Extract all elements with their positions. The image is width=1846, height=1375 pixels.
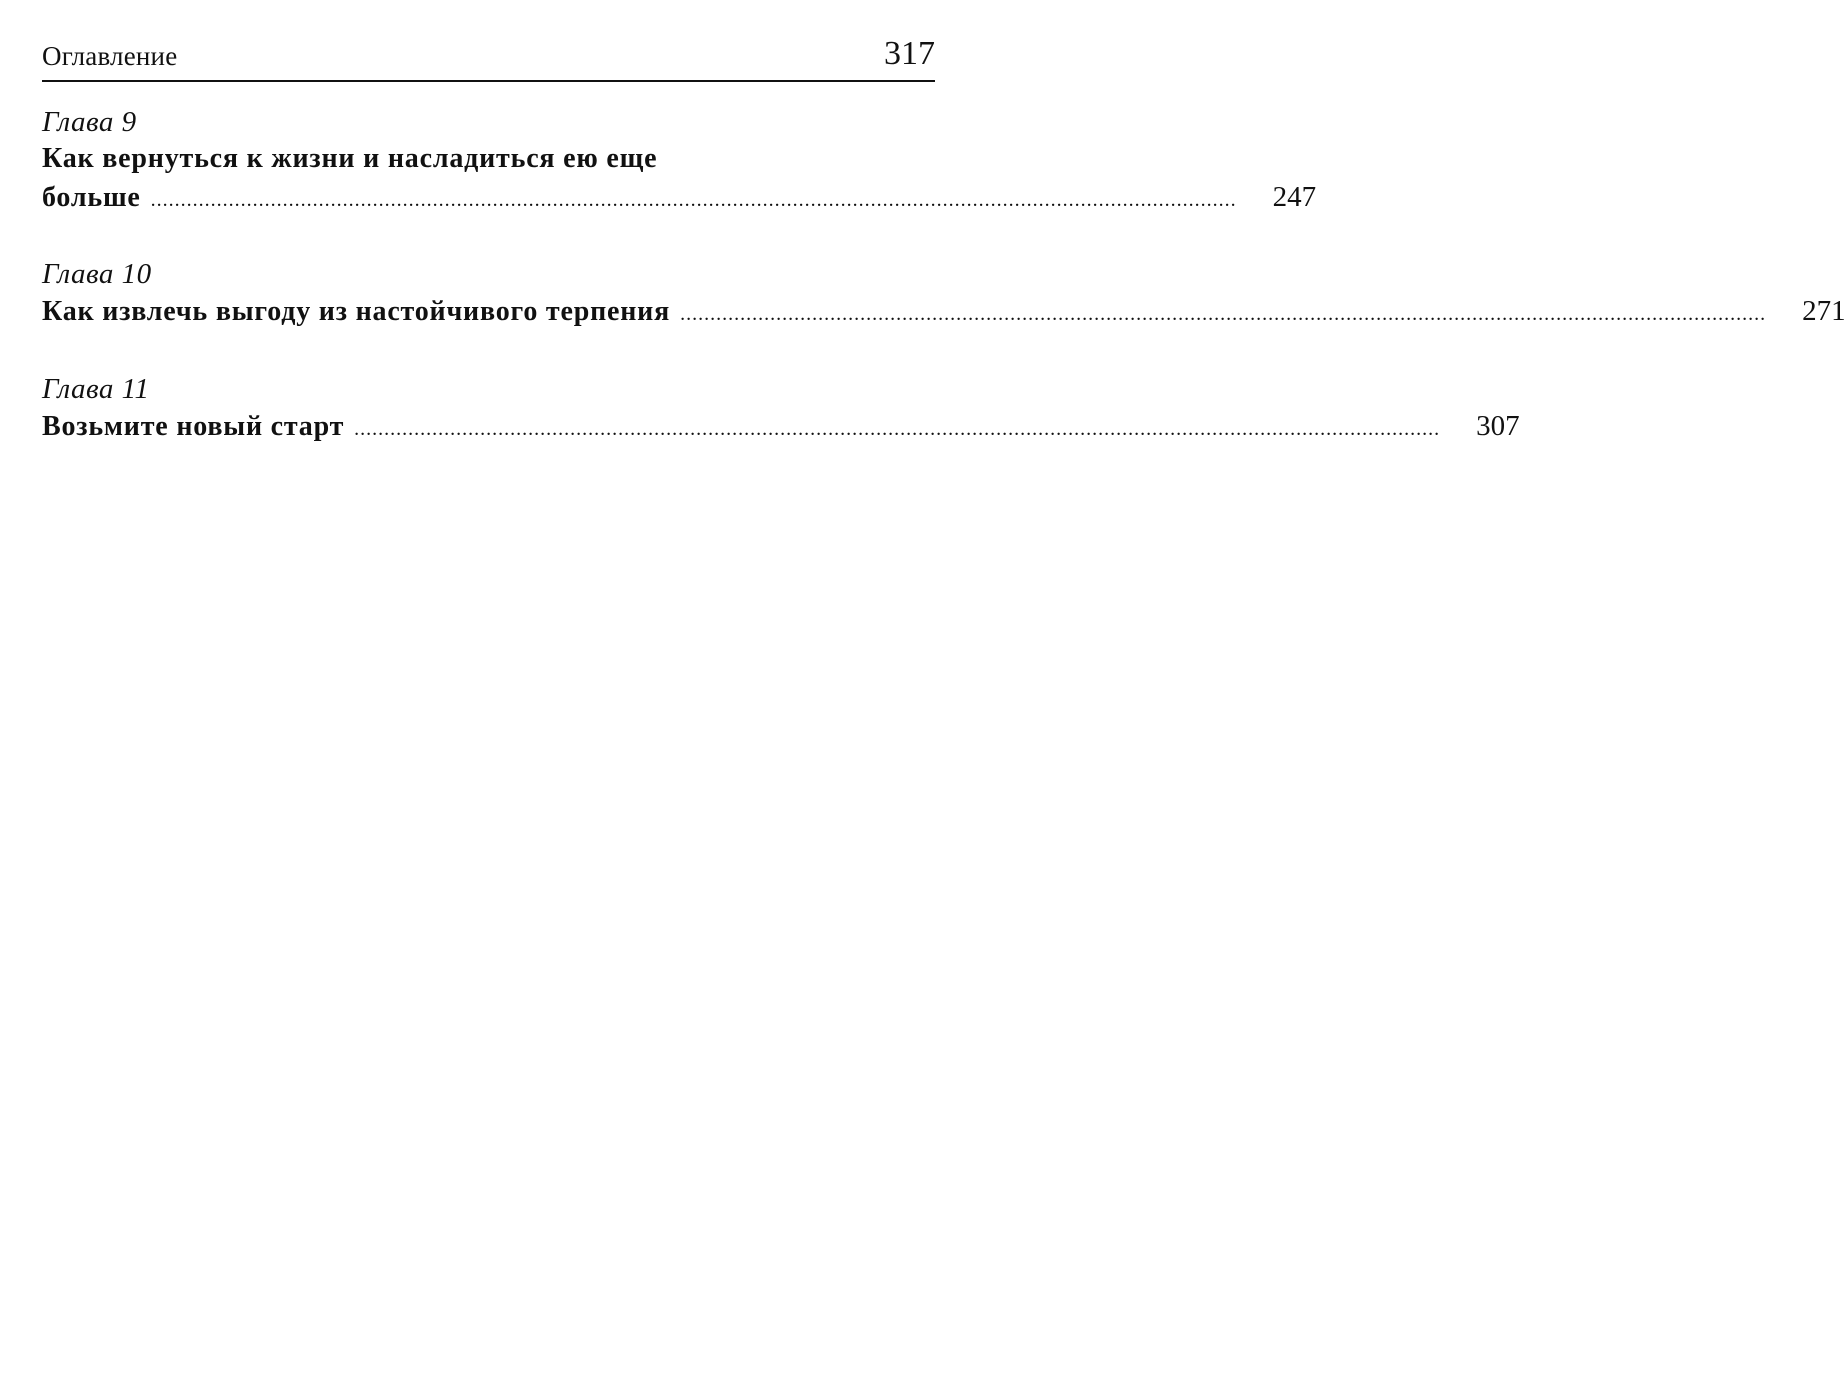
chapter-title-line: больше <box>42 182 141 213</box>
running-header <box>42 35 935 82</box>
dot-leader: ..................................................................................................................................................................................... <box>150 189 1237 211</box>
toc-entry-chapter-10 <box>42 256 1846 333</box>
toc-line <box>42 407 1520 448</box>
chapter-title-line: Возьмите новый старт <box>42 411 345 442</box>
toc-line <box>42 292 1846 333</box>
chapter-title-line: Как извлечь выгоду из настойчивого терпения <box>42 296 671 327</box>
section-title: Оглавление <box>42 41 178 71</box>
chapter-title-line: Как вернуться к жизни и насладиться ею еще <box>42 143 658 174</box>
toc-entry-chapter-9 <box>42 104 1317 219</box>
chapter-label: Глава 9 <box>42 106 137 138</box>
chapter-label: Глава 10 <box>42 258 152 290</box>
toc-page-number: 247 <box>1272 181 1317 213</box>
dot-leader: ..................................................................................................................................................................................... <box>680 303 1767 325</box>
dot-leader: ..................................................................................................................................................................................... <box>354 418 1441 440</box>
toc-entry-chapter-11 <box>42 371 1520 448</box>
page-number: 317 <box>884 35 935 72</box>
chapter-label: Глава 11 <box>42 373 150 405</box>
toc-line <box>42 178 1317 219</box>
toc-page-number: 271 <box>1802 295 1846 327</box>
toc-page-number: 307 <box>1476 410 1520 442</box>
